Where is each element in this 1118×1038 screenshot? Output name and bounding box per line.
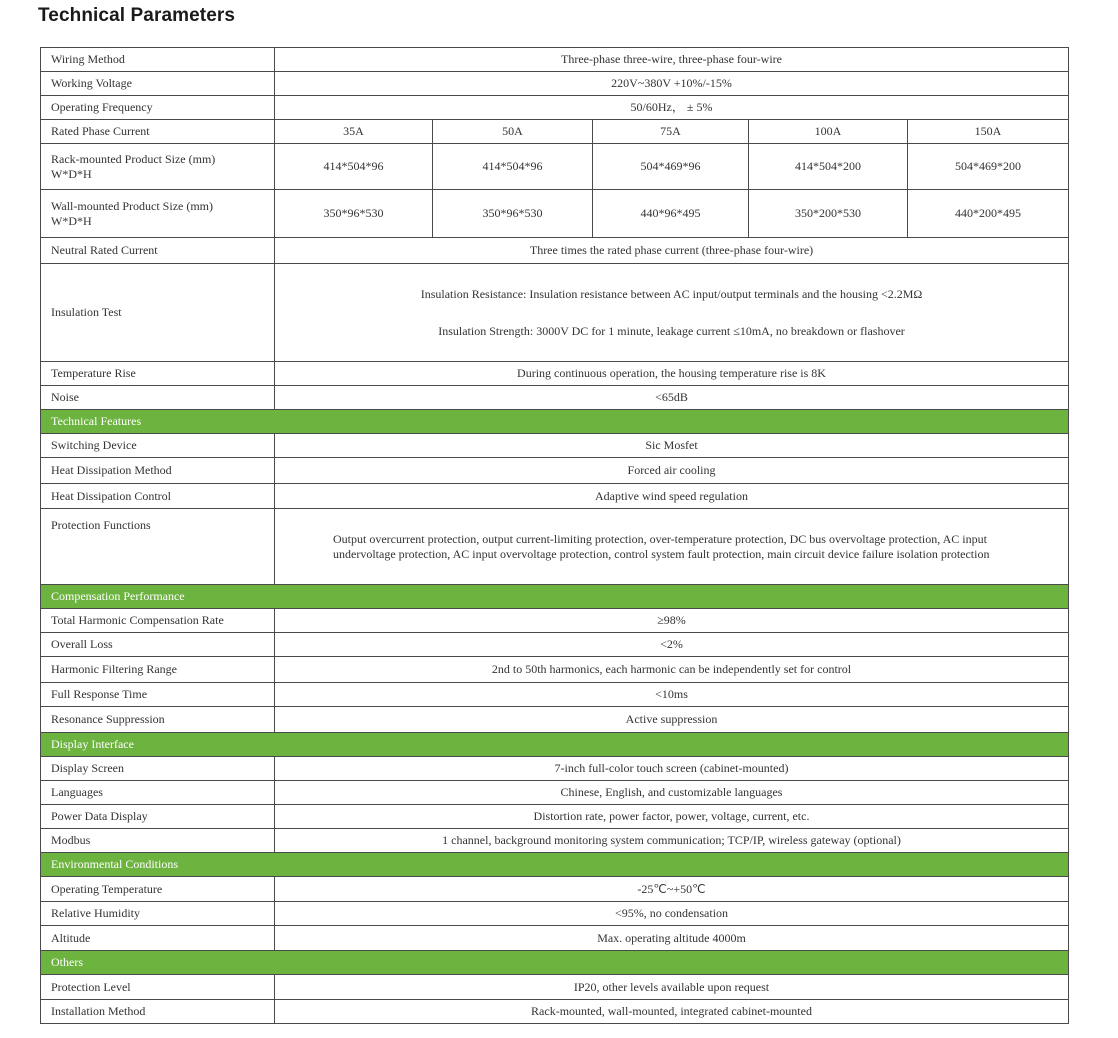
- table-row: [41, 975, 1069, 1000]
- table-row: [41, 484, 1069, 509]
- row-value: Three times the rated phase current (three-phase four-wire): [275, 238, 1069, 264]
- size-cell: 504*469*200: [908, 144, 1069, 190]
- row-value: <2%: [275, 633, 1069, 657]
- row-value: 2nd to 50th harmonics, each harmonic can be independently set for control: [275, 657, 1069, 683]
- row-value: Adaptive wind speed regulation: [275, 484, 1069, 509]
- section-header-label: Compensation Performance: [41, 585, 1069, 609]
- row-label: [41, 190, 275, 238]
- table-row: [41, 1000, 1069, 1024]
- table-row: [41, 657, 1069, 683]
- row-value: Rack-mounted, wall-mounted, integrated cabinet-mounted: [275, 1000, 1069, 1024]
- table-row: [41, 458, 1069, 484]
- row-label: Display Screen: [41, 757, 275, 781]
- table-row: [41, 902, 1069, 926]
- row-value: IP20, other levels available upon request: [275, 975, 1069, 1000]
- table-row: [41, 781, 1069, 805]
- row-value: 50/60Hz， ± 5%: [275, 96, 1069, 120]
- size-cell: 414*504*96: [433, 144, 593, 190]
- row-label: [41, 144, 275, 190]
- table-row: [41, 238, 1069, 264]
- section-header: [41, 853, 1069, 877]
- row-label: Full Response Time: [41, 683, 275, 707]
- section-header: [41, 733, 1069, 757]
- size-cell: 350*96*530: [433, 190, 593, 238]
- row-label: Modbus: [41, 829, 275, 853]
- row-value: <10ms: [275, 683, 1069, 707]
- row-label: Relative Humidity: [41, 902, 275, 926]
- table-row: [41, 829, 1069, 853]
- table-row: [41, 877, 1069, 902]
- row-label: Noise: [41, 386, 275, 410]
- table-row: [41, 120, 1069, 144]
- row-value: 220V~380V +10%/-15%: [275, 72, 1069, 96]
- table-row: [41, 509, 1069, 585]
- row-value: Three-phase three-wire, three-phase four-wire: [275, 48, 1069, 72]
- row-label: Operating Frequency: [41, 96, 275, 120]
- technical-parameters-table: [40, 47, 1069, 1024]
- table-row: [41, 96, 1069, 120]
- size-cell: 414*504*96: [275, 144, 433, 190]
- row-value: Chinese, English, and customizable languages: [275, 781, 1069, 805]
- section-header-label: Environmental Conditions: [41, 853, 1069, 877]
- row-value: Forced air cooling: [275, 458, 1069, 484]
- size-cell: 440*96*495: [593, 190, 749, 238]
- table-row: [41, 707, 1069, 733]
- row-label: Switching Device: [41, 434, 275, 458]
- row-label: Languages: [41, 781, 275, 805]
- table-row: [41, 190, 1069, 238]
- row-value: Distortion rate, power factor, power, voltage, current, etc.: [275, 805, 1069, 829]
- section-header: [41, 951, 1069, 975]
- table-row: [41, 609, 1069, 633]
- table-row: [41, 633, 1069, 657]
- size-cell: 350*200*530: [749, 190, 908, 238]
- row-label: Temperature Rise: [41, 362, 275, 386]
- section-header-label: Display Interface: [41, 733, 1069, 757]
- row-label: Insulation Test: [41, 264, 275, 362]
- row-value: 1 channel, background monitoring system communication; TCP/IP, wireless gateway (optional): [275, 829, 1069, 853]
- row-label: Power Data Display: [41, 805, 275, 829]
- row-value: Max. operating altitude 4000m: [275, 926, 1069, 951]
- row-value: <65dB: [275, 386, 1069, 410]
- table-row: [41, 264, 1069, 362]
- row-label: Installation Method: [41, 1000, 275, 1024]
- row-label: Total Harmonic Compensation Rate: [41, 609, 275, 633]
- row-label: Heat Dissipation Control: [41, 484, 275, 509]
- section-header: [41, 585, 1069, 609]
- row-label: Operating Temperature: [41, 877, 275, 902]
- row-value: Sic Mosfet: [275, 434, 1069, 458]
- row-label: Working Voltage: [41, 72, 275, 96]
- table-row: [41, 757, 1069, 781]
- row-label: Altitude: [41, 926, 275, 951]
- table-row: [41, 48, 1069, 72]
- table-row: [41, 72, 1069, 96]
- row-label-line: Wall-mounted Product Size (mm): [51, 198, 213, 213]
- row-label: Overall Loss: [41, 633, 275, 657]
- row-label: Protection Level: [41, 975, 275, 1000]
- section-header: [41, 410, 1069, 434]
- size-cell: 440*200*495: [908, 190, 1069, 238]
- size-cell: 504*469*96: [593, 144, 749, 190]
- current-cell: 35A: [275, 120, 433, 144]
- row-label: Rated Phase Current: [41, 120, 275, 144]
- row-value: Output overcurrent protection, output current-limiting protection, over-temperature protection, DC bus overvoltage protection, AC input undervoltage protection, AC input overvoltage protection, control system fault protection, main circuit device failure isolation protection: [275, 509, 1069, 585]
- current-cell: 100A: [749, 120, 908, 144]
- table-row: [41, 386, 1069, 410]
- row-label: Protection Functions: [41, 509, 275, 585]
- row-label-line: Rack-mounted Product Size (mm): [51, 151, 216, 166]
- spacer: [285, 302, 1058, 324]
- row-value: During continuous operation, the housing temperature rise is 8K: [275, 362, 1069, 386]
- row-value: <95%, no condensation: [275, 902, 1069, 926]
- row-label: Harmonic Filtering Range: [41, 657, 275, 683]
- current-cell: 50A: [433, 120, 593, 144]
- row-label: Heat Dissipation Method: [41, 458, 275, 484]
- table-row: [41, 683, 1069, 707]
- row-label-line: W*D*H: [51, 166, 92, 181]
- row-value: 7-inch full-color touch screen (cabinet-mounted): [275, 757, 1069, 781]
- insulation-resistance-text: Insulation Resistance: Insulation resistance between AC input/output terminals and the housing <2.2MΩ: [420, 286, 923, 301]
- row-label: Resonance Suppression: [41, 707, 275, 733]
- table-row: [41, 362, 1069, 386]
- row-value: Active suppression: [275, 707, 1069, 733]
- section-header-label: Technical Features: [41, 410, 1069, 434]
- section-header-label: Others: [41, 951, 1069, 975]
- table-row: [41, 144, 1069, 190]
- current-cell: 150A: [908, 120, 1069, 144]
- size-cell: 350*96*530: [275, 190, 433, 238]
- row-label-line: W*D*H: [51, 213, 92, 228]
- page-title: Technical Parameters: [38, 5, 236, 26]
- current-cell: 75A: [593, 120, 749, 144]
- row-label: Wiring Method: [41, 48, 275, 72]
- insulation-strength-text: Insulation Strength: 3000V DC for 1 minute, leakage current ≤10mA, no breakdown or flashover: [438, 323, 905, 338]
- row-value: -25℃~+50℃: [275, 877, 1069, 902]
- table-row: [41, 805, 1069, 829]
- row-value: [275, 264, 1069, 362]
- row-label: Neutral Rated Current: [41, 238, 275, 264]
- row-value: ≥98%: [275, 609, 1069, 633]
- table-row: [41, 434, 1069, 458]
- size-cell: 414*504*200: [749, 144, 908, 190]
- table-row: [41, 926, 1069, 951]
